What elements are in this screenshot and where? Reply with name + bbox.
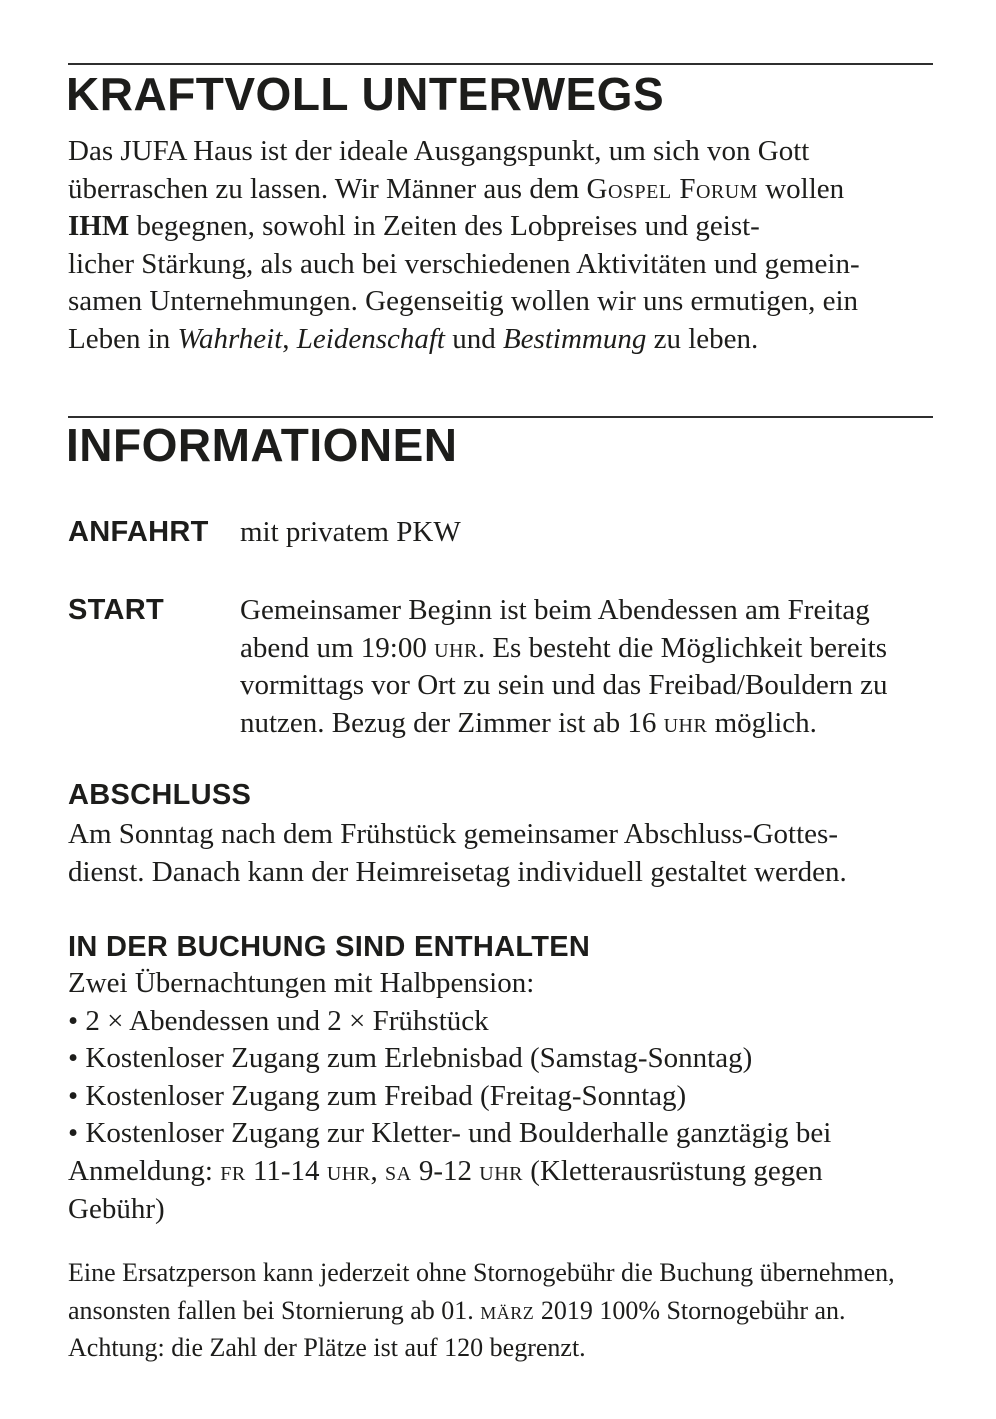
text-segment: samen Unternehmungen. Gegenseitig wollen wir uns ermutigen, ein <box>68 285 859 318</box>
start-label: START <box>68 594 165 626</box>
text-segment: • Kostenloser Zugang zum Freibad (Freitag-Sonntag) <box>68 1079 687 1112</box>
text-segment: Zwei Übernachtungen mit Halbpension: <box>68 967 535 999</box>
ihm-bold: IHM <box>68 210 130 243</box>
text-segment: 11-14 <box>245 1154 327 1187</box>
text-segment: möglich. <box>707 706 817 739</box>
text-segment: licher Stärkung, als auch bei verschiedenen Aktivitäten und gemein- <box>68 247 860 280</box>
text-segment: • 2 × Abendessen und 2 × Frühstück <box>68 1004 489 1037</box>
list-item-continuation <box>68 1191 831 1229</box>
leidenschaft-italic: Leidenschaft <box>296 322 445 355</box>
text-segment: . Es besteht die Möglichkeit bereits <box>477 631 887 664</box>
text-segment: dienst. Danach kann der Heimreisetag individuell gestaltet werden. <box>68 855 847 888</box>
text-segment: Achtung: die Zahl der Plätze ist auf 120 begrenzt. <box>68 1333 586 1363</box>
text-segment: Gemeinsamer Beginn ist beim Abendessen am Freitag <box>240 594 870 626</box>
maerz-smallcaps: märz <box>480 1295 535 1325</box>
text-segment: begegnen, sowohl in Zeiten des Lobpreises und geist- <box>129 210 760 243</box>
text-segment: 2019 100% Stornogebühr an. <box>534 1295 846 1325</box>
text-segment: , <box>282 322 297 355</box>
abschluss-paragraph <box>68 816 847 891</box>
bestimmung-italic: Bestimmung <box>502 322 647 355</box>
list-item-continuation <box>68 1153 831 1191</box>
text-line <box>240 705 888 743</box>
text-segment: nutzen. Bezug der Zimmer ist ab 16 <box>240 706 664 739</box>
list-item <box>68 1040 831 1078</box>
text-line <box>68 133 860 171</box>
anfahrt-value: mit privatem PKW <box>240 516 461 548</box>
text-segment: abend um 19:00 <box>240 631 435 664</box>
text-line <box>68 854 847 892</box>
text-segment: Gebühr) <box>68 1192 165 1225</box>
buchung-heading: IN DER BUCHUNG SIND ENTHALTEN <box>68 931 591 963</box>
text-line <box>240 592 888 630</box>
text-line <box>68 321 860 359</box>
abschluss-heading: ABSCHLUSS <box>68 779 252 811</box>
text-segment: Anmeldung: <box>68 1154 221 1187</box>
start-paragraph <box>240 592 888 742</box>
text-line <box>68 246 860 284</box>
text-line <box>68 514 461 552</box>
intro-paragraph <box>68 133 860 359</box>
wahrheit-italic: Wahrheit <box>177 322 283 355</box>
fr-smallcaps: fr <box>220 1154 246 1187</box>
text-segment: • Kostenloser Zugang zur Kletter- und Boulderhalle ganztägig bei <box>68 1117 832 1150</box>
text-segment: überraschen zu lassen. Wir Männer aus dem <box>68 172 587 205</box>
buchung-list <box>68 965 831 1228</box>
text-line <box>68 171 860 209</box>
text-line <box>68 965 831 1003</box>
text-segment: Am Sonntag nach dem Frühstück gemeinsamer Abschluss-Gottes- <box>68 818 838 850</box>
text-line <box>240 667 888 705</box>
informationen-title: INFORMATIONEN <box>66 419 458 471</box>
text-line <box>68 1254 895 1292</box>
page-title: KRAFTVOLL UNTERWEGS <box>66 68 665 120</box>
list-item <box>68 1115 831 1153</box>
text-segment: Leben in <box>68 322 178 355</box>
text-line <box>68 816 847 854</box>
text-line <box>68 1292 895 1330</box>
section-rule <box>68 416 933 418</box>
list-item <box>68 1078 831 1116</box>
text-segment: , <box>370 1154 386 1187</box>
anfahrt-label: ANFAHRT <box>68 516 209 548</box>
text-segment: ansonsten fallen bei Stornierung ab 01. <box>68 1295 481 1325</box>
text-segment: Eine Ersatzperson kann jederzeit ohne Stornogebühr die Buchung übernehmen, <box>68 1258 895 1287</box>
text-segment: vormittags vor Ort zu sein und das Freibad/Bouldern zu <box>240 669 888 702</box>
text-line <box>68 208 860 246</box>
anfahrt-row <box>68 514 461 552</box>
top-rule <box>68 63 933 65</box>
text-segment: wollen <box>757 172 845 205</box>
text-segment: und <box>444 322 503 355</box>
text-line <box>240 630 888 668</box>
uhr-smallcaps: uhr <box>479 1154 524 1187</box>
text-segment: (Kletterausrüstung gegen <box>523 1154 823 1187</box>
text-segment: 9-12 <box>411 1154 480 1187</box>
sa-smallcaps: sa <box>385 1154 412 1187</box>
list-item <box>68 1003 831 1041</box>
text-segment: zu leben. <box>646 322 759 355</box>
fineprint <box>68 1254 895 1367</box>
uhr-smallcaps: uhr <box>434 631 478 664</box>
text-segment: Das JUFA Haus ist der ideale Ausgangspunkt, um sich von Gott <box>68 135 810 167</box>
uhr-smallcaps: uhr <box>663 706 708 739</box>
gospel-forum-smallcaps: Gospel Forum <box>586 172 758 205</box>
uhr-smallcaps: uhr <box>326 1154 371 1187</box>
text-segment: • Kostenloser Zugang zum Erlebnisbad (Samstag-Sonntag) <box>68 1042 753 1075</box>
text-line <box>68 1329 895 1367</box>
text-line <box>68 283 860 321</box>
